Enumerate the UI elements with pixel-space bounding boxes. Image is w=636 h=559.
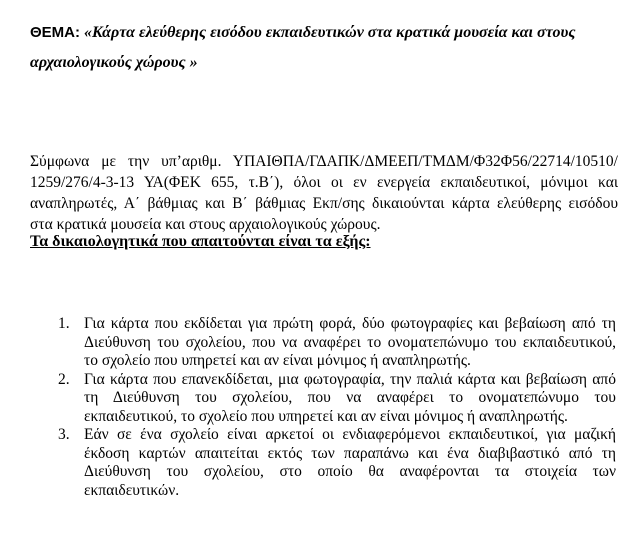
intro-line: Σύμφωνα με την υπ’αριθμ. ΥΠΑΙΘΠΑ/ΓΔΑΠΚ/ΔΜΕΕΠ/ΤΜΔΜ/Φ32Φ56/22714/10510/ xyxy=(30,153,618,170)
list-item xyxy=(48,426,616,500)
list-item-line: εκπαιδευτικών. xyxy=(84,481,180,499)
subject-line xyxy=(30,18,620,78)
intro-line: 1259/276/4-3-13 ΥΑ(ΦΕΚ 655, τ.Β΄), όλοι οι εν ενεργεία εκπαιδευτικοί, μόνιμοι και xyxy=(30,174,618,191)
list-item-line: Για κάρτα που επανεκδίδεται, μια φωτογραφία, την παλιά κάρτα και βεβαίωση από xyxy=(84,370,616,388)
list-item-line: τη Διεύθυνση του σχολείου, που να αναφέρει το ονοματεπώνυμο του xyxy=(84,389,616,406)
list-item-number: 3. xyxy=(58,426,70,443)
list-item-line: Για κάρτα που εκδίδεται για πρώτη φορά, δύο φωτογραφίες και βεβαίωση από τη xyxy=(84,315,616,332)
list-item-line: Εάν σε ένα σχολείο είναι αρκετοί οι ενδιαφερόμενοι εκπαιδευτικοί, για μαζική xyxy=(84,426,616,443)
intro-line: στα κρατικά μουσεία και στους αρχαιολογικούς χώρους. xyxy=(30,216,381,233)
list-item-line: Διεύθυνση του σχολείου, στο οποίο θα αναφέρονται τα στοιχεία των xyxy=(84,463,616,480)
list-item-line: Διεύθυνση του σχολείου, που να αναφέρει το ονοματεπώνυμο του εκπαιδευτικού, xyxy=(84,333,616,351)
list-item-number: 1. xyxy=(58,315,70,332)
intro-line: αναπληρωτές, Α΄ βάθμιας και Β΄ βάθμιας Εκπ/σης δικαιούνται κάρτα ελεύθερης εισόδου xyxy=(30,195,618,212)
requirements-heading: Τα δικαιολογητικά που απαιτούνται είναι τα εξής: xyxy=(30,233,371,250)
subject-label: ΘΕΜΑ: xyxy=(30,24,80,41)
list-item xyxy=(48,371,616,427)
intro-paragraph xyxy=(30,151,618,235)
list-item-line: το σχολείο που υπηρετεί και αν είναι μόνιμος ή αναπληρωτής. xyxy=(84,352,471,369)
list-item-number: 2. xyxy=(58,370,70,388)
list-item xyxy=(48,315,616,371)
subject-title: «Κάρτα ελεύθερης εισόδου εκπαιδευτικών στα κρατικά μουσεία και στους αρχαιολογικούς χώρους » xyxy=(30,24,576,71)
requirements-list xyxy=(48,315,616,500)
list-item-line: εκπαιδευτικού, το σχολείο που υπηρετεί και αν είναι μόνιμος ή αναπληρωτής. xyxy=(84,407,568,425)
list-item-line: έκδοση καρτών απαιτείται εκτός των παραπάνω και ένα διαβιβαστικό από τη xyxy=(84,444,616,462)
